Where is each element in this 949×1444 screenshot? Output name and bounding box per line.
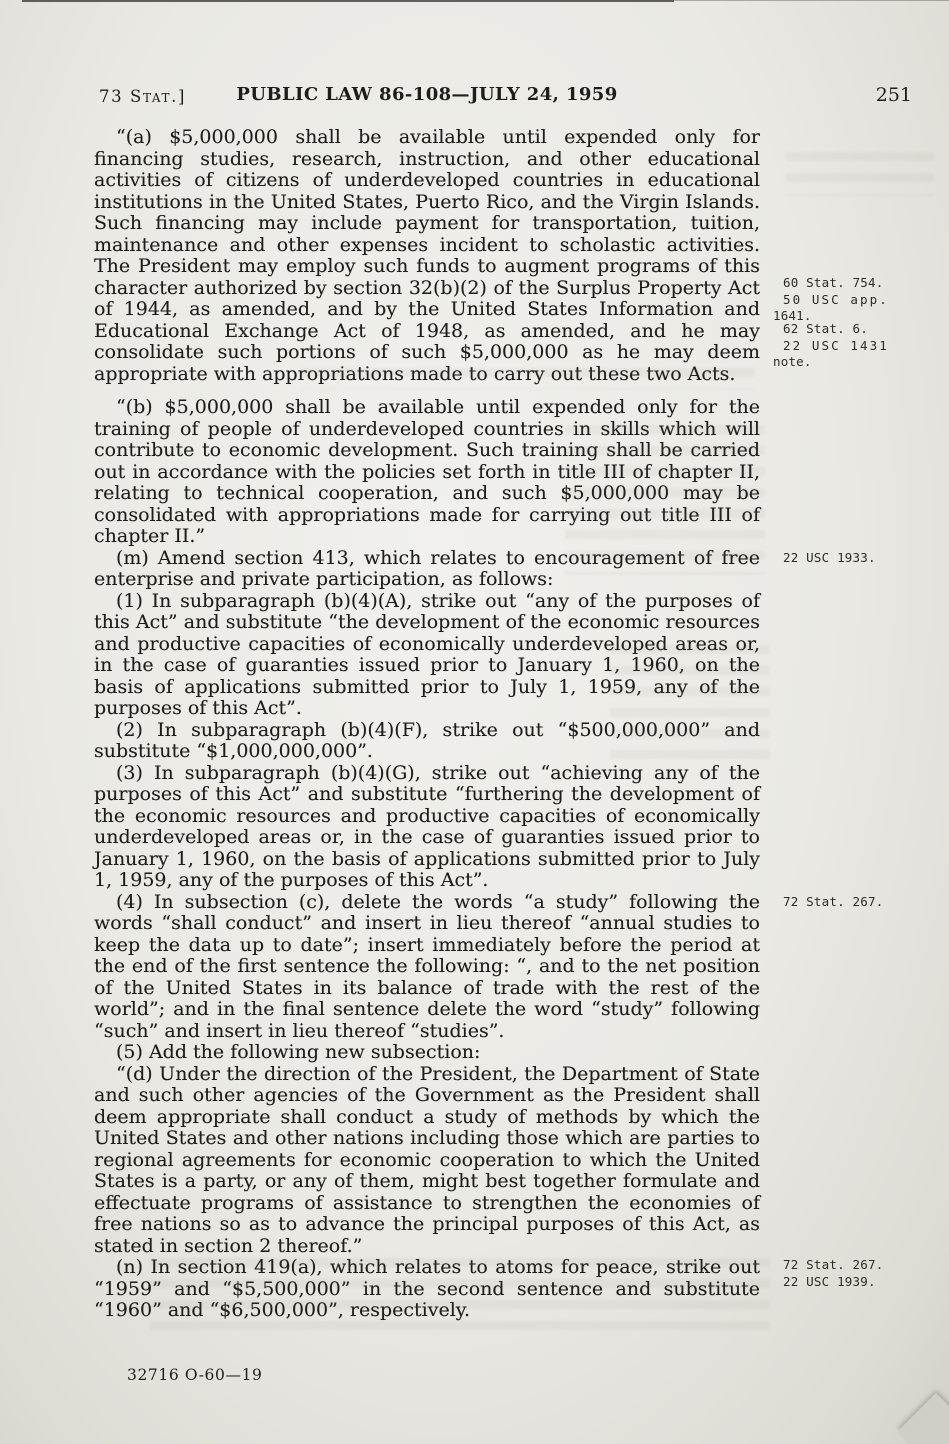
paragraph-text: (4) In subsection (c), delete the words “a study” following the words “shall conduct” and insert in lieu thereof “annual studies to keep the data up to date”; insert immediately before the period at the end of the first sentence the following: “, and to the net position of the United States in its balance of trade with the rest of the world”; and in the final sentence delete the word “study” following “such” and insert in lieu thereof “studies”.: [94, 890, 760, 1042]
paragraph-text: (3) In subparagraph (b)(4)(G), strike out “achieving any of the purposes of this Act” and substitute “furthering the development of the economic resources and productive capacities of economically underdeveloped areas or, in the case of guaranties issued prior to January 1, 1960, on the basis of applications submitted prior to July 1, 1959, any of the purposes of this Act”.: [94, 761, 760, 891]
statute-paragraph-m5: [94, 1042, 760, 1064]
page-number: 251: [875, 84, 912, 106]
margin-note-line: 72 Stat. 267.: [783, 893, 884, 909]
statute-paragraph-m: [94, 546, 876, 591]
statute-text-column: [94, 126, 889, 1322]
margin-note-citation: [773, 1257, 949, 1290]
paragraph-text: (m) Amend section 413, which relates to encouragement of free enterprise and private participation, as follows:: [94, 546, 760, 590]
paragraph-text: (1) In subparagraph (b)(4)(A), strike out “any of the purposes of this Act” and substitute “the development of the economic resources and productive capacities of economically underdeveloped areas or, in the case of guaranties issued prior to January 1, 1960, on the basis of applications submitted prior to July 1, 1959, any of the purposes of this Act”.: [94, 589, 760, 719]
margin-note-citation: [773, 550, 949, 567]
page-corner-fold: [898, 1393, 949, 1444]
bleedthrough-artifact: [786, 152, 934, 196]
paragraph-text: (5) Add the following new subsection:: [116, 1041, 481, 1063]
statute-paragraph-n: [94, 1256, 884, 1322]
statute-paragraph-b: [94, 397, 760, 548]
stat-volume-citation: 73 Stat.]: [99, 87, 186, 106]
margin-note-line: 22 USC 1939.: [783, 1273, 876, 1289]
law-title: PUBLIC LAW 86-108—JULY 24, 1959: [236, 84, 618, 105]
margin-note-citation: [773, 275, 949, 325]
paragraph-text: “(b) $5,000,000 shall be available until expended only for the training of people of underdeveloped countries in skills which will contribute to economic development. Such training shall be carried out in accordance with the policies set forth in title III of chapter II, relating to technical cooperation, and such $5,000,000 may be consolidated with appropriations made for carrying out title III of chapter II.”: [94, 396, 760, 547]
running-header: [95, 84, 912, 110]
scan-edge-line: [22, 0, 674, 2]
statute-paragraph-m4: [94, 890, 884, 1043]
statute-paragraph-d: [94, 1064, 760, 1258]
margin-note-citation: [773, 894, 949, 911]
margin-note-line: 60 Stat. 754.: [783, 275, 884, 290]
paragraph-text: (n) In section 419(a), which relates to atoms for peace, strike out “1959” and “$5,500,000” in the second sentence and substitute “1960” and “$6,500,000”, respectively.: [94, 1256, 760, 1321]
statute-paragraph-m2: [94, 720, 760, 763]
margin-note-line: 50 USC app.: [783, 291, 889, 307]
margin-note-line: 1641.: [773, 308, 812, 323]
scan-edge-line-light: [674, 0, 949, 1]
statute-paragraph-a: [94, 126, 889, 385]
statute-paragraph-m1: [94, 591, 760, 720]
paragraph-text: (2) In subparagraph (b)(4)(F), strike out “$500,000,000” and substitute “$1,000,000,000”.: [94, 718, 760, 762]
margin-note-line: 62 Stat. 6.: [783, 321, 868, 336]
printing-signature: 32716 O-60—19: [127, 1366, 263, 1384]
paragraph-text: “(a) $5,000,000 shall be available until expended only for financing studies, research, instruction, and other educational activities of citizens of underdeveloped countries in educational institutions in the United States, Puerto Rico, and the Virgin Islands. Such financing may include payment for transportation, tuition, maintenance and other expenses incident to scholastic activities. The President may employ such funds to augment programs of this character authorized by section 32(b)(2) of the Surplus Property Act of 1944, as amended, and by the United States Information and Educational Exchange Act of 1948, as amended, and he may consolidate such portions of such $5,000,000 as he may deem appropriate with appropriations made to carry out these two Acts.: [94, 126, 760, 385]
margin-note-line: 72 Stat. 267.: [783, 1257, 884, 1272]
margin-note-citation: [773, 321, 949, 371]
paragraph-text: “(d) Under the direction of the President, the Department of State and such other agencies of the Government as the President shall deem appropriate shall conduct a study of methods by which the United States and other nations including those which are parties to regional agreements for economic cooperation to which the United States is a party, or any of them, might best together formulate and effectuate programs of assistance to strengthen the economies of free nations so as to advance the principal purposes of this Act, as stated in section 2 thereof.”: [94, 1062, 760, 1257]
margin-note-line: 22 USC 1431: [783, 337, 889, 353]
statute-paragraph-m3: [94, 763, 760, 892]
margin-note-line: note.: [773, 354, 812, 369]
margin-note-line: 22 USC 1933.: [783, 549, 876, 565]
